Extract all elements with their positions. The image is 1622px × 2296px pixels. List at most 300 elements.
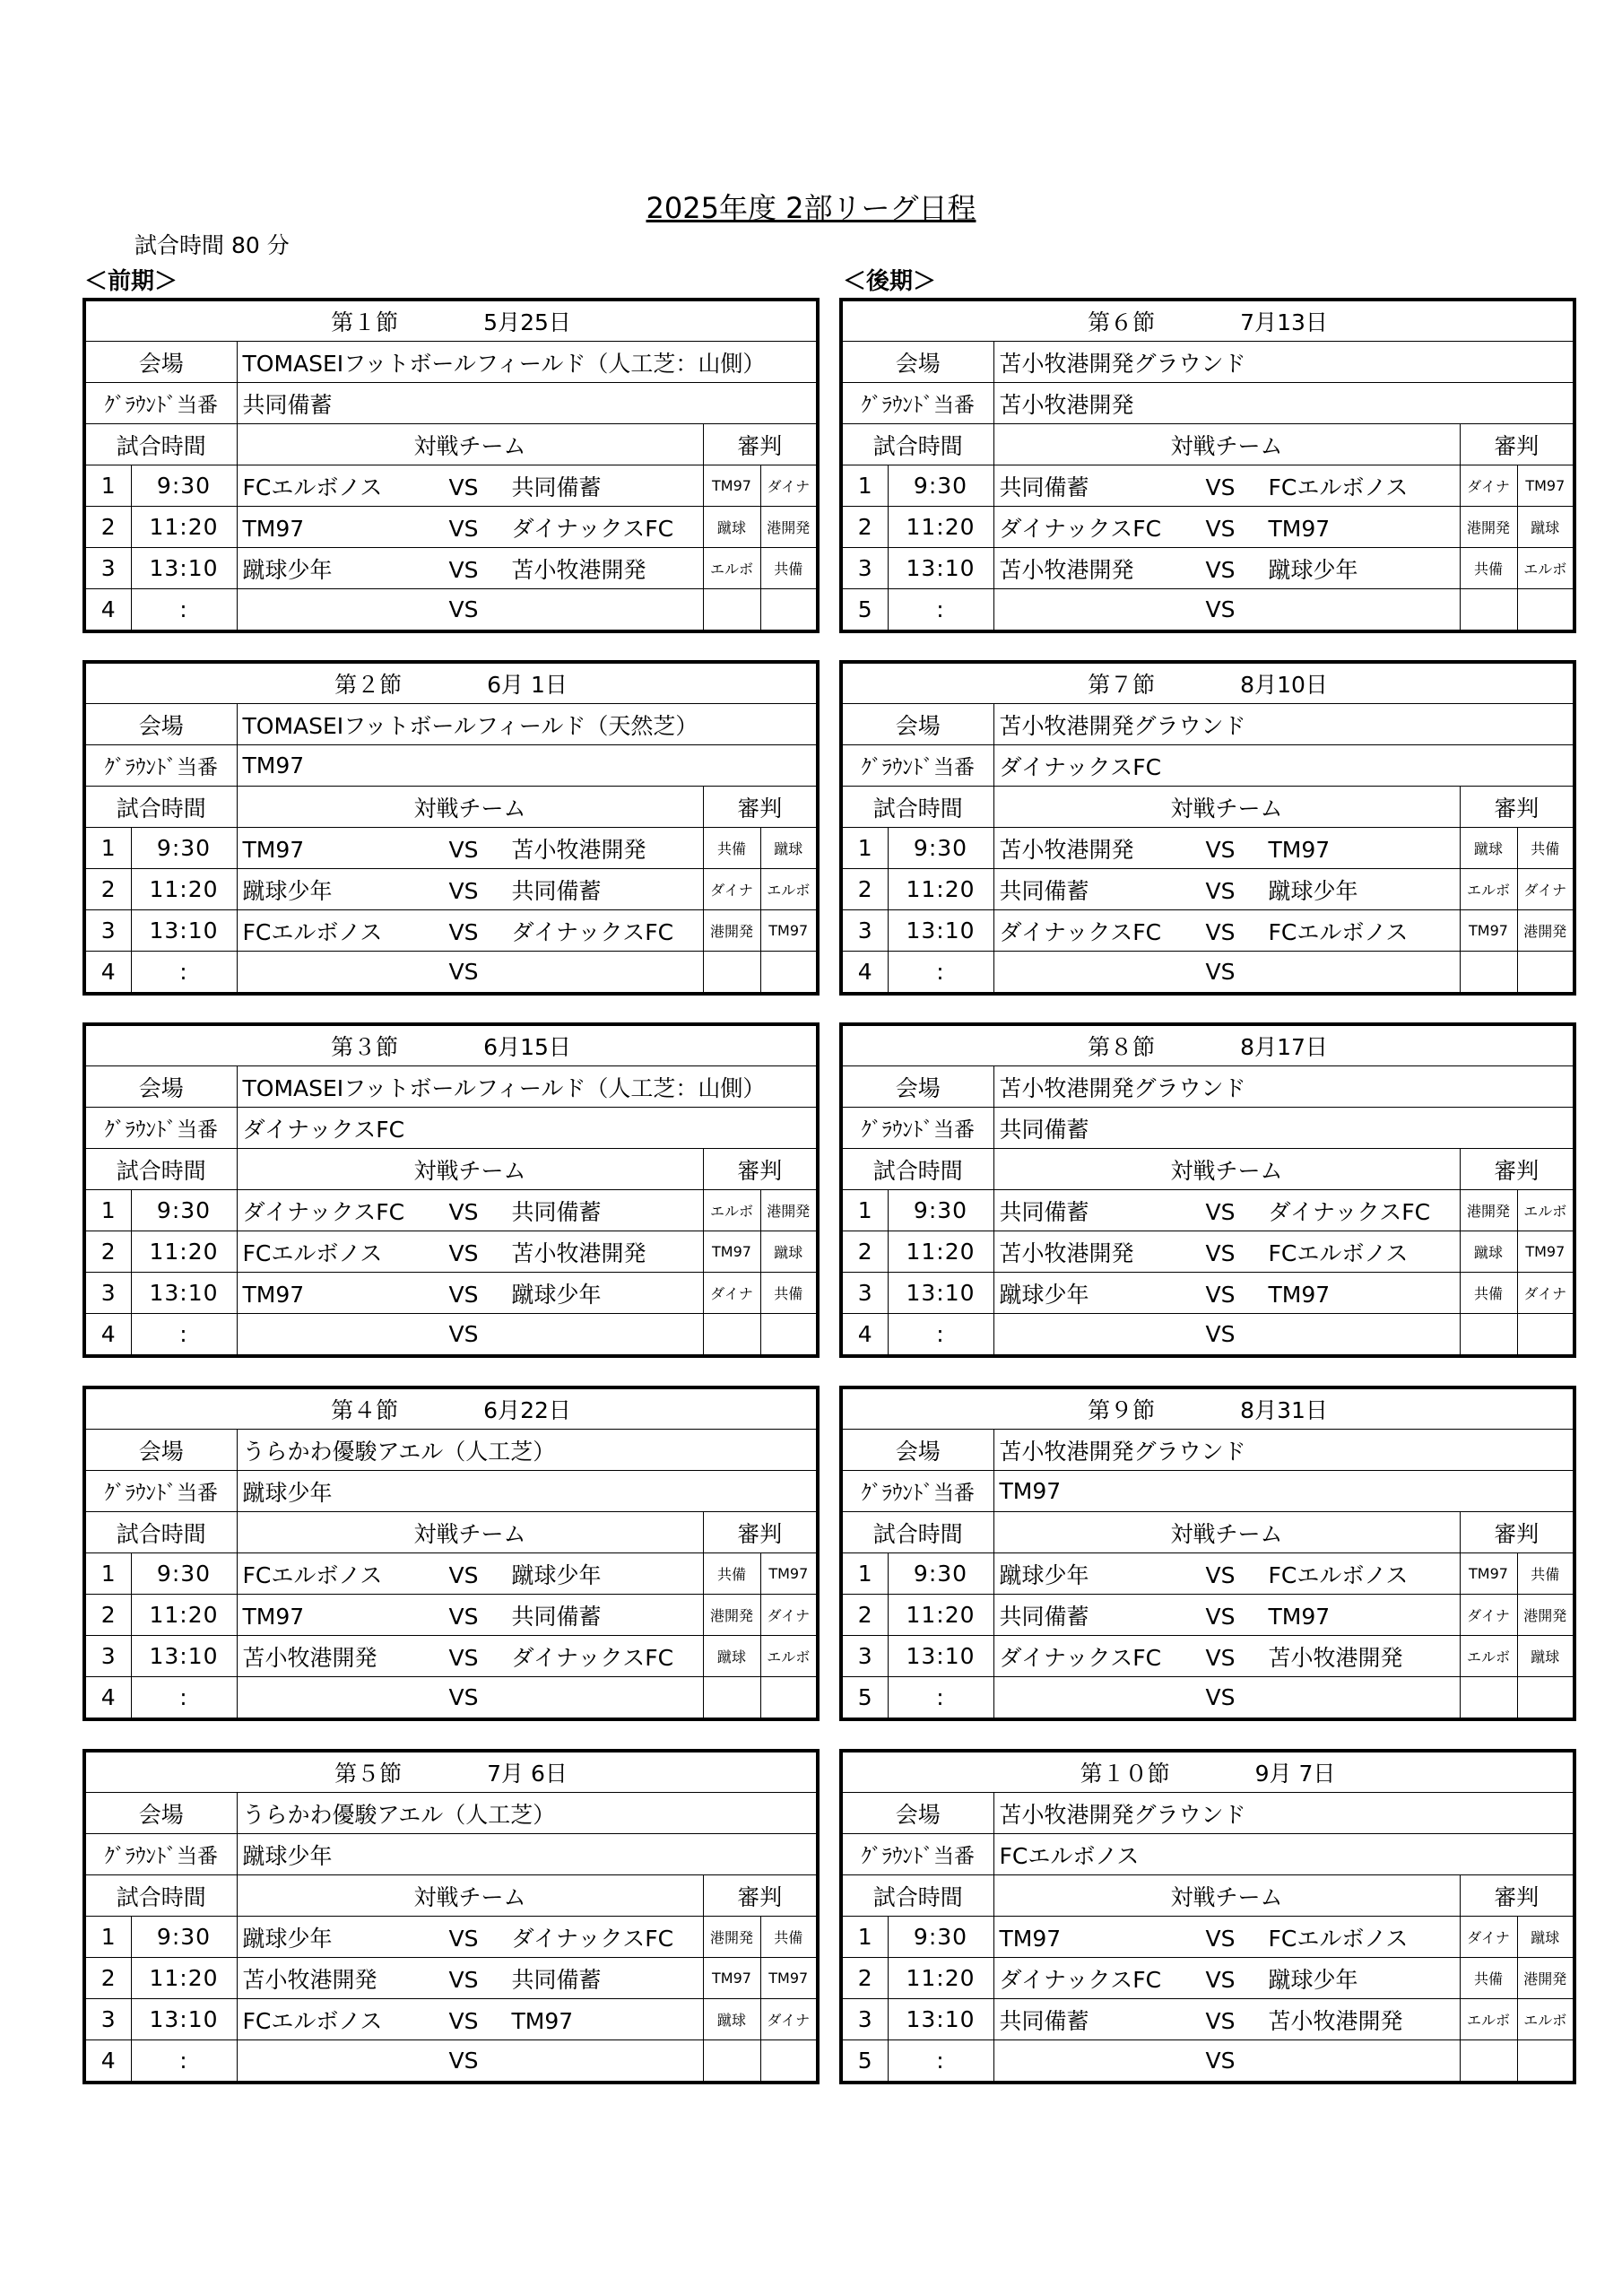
column-header-row	[841, 424, 1574, 465]
round-table	[839, 298, 1576, 633]
vs-label: VS	[1205, 1684, 1236, 1710]
match-row	[841, 952, 1574, 995]
vs-label: VS	[448, 918, 479, 945]
column-header-row	[841, 1875, 1574, 1917]
referee-2: TM97	[760, 1958, 818, 1999]
match-row	[84, 1190, 818, 1231]
referee-1: エルボ	[1460, 1999, 1517, 2040]
ground-duty-row	[84, 1108, 818, 1149]
match-number: 3	[84, 548, 131, 589]
ground-duty-row	[841, 1108, 1574, 1149]
teams-header: 対戦チーム	[993, 1512, 1460, 1553]
vs-label: VS	[1205, 1198, 1236, 1225]
ground-duty-label: ｸﾞﾗｳﾝﾄﾞ当番	[84, 745, 237, 787]
venue-row	[84, 704, 818, 745]
round-header-row	[84, 300, 818, 342]
column-header-row	[84, 1149, 818, 1190]
away-team: 共同備蓄	[511, 1603, 602, 1630]
vs-label: VS	[448, 877, 479, 904]
referee-2	[760, 589, 818, 632]
away-team: 共同備蓄	[511, 1966, 602, 1993]
ground-duty-row	[841, 383, 1574, 424]
match-row	[841, 1917, 1574, 1958]
kickoff-time: 13:10	[131, 1273, 237, 1314]
ground-duty-value: 苫小牧港開発	[993, 383, 1574, 424]
venue-label: 会場	[84, 1793, 237, 1834]
match-teams	[993, 1958, 1460, 1999]
round-table	[82, 1022, 820, 1358]
referee-2: 蹴球	[760, 1231, 818, 1273]
round-date: 8月10日	[1240, 672, 1328, 698]
round-date: 8月31日	[1240, 1397, 1328, 1423]
referee-1: ダイナ	[703, 1273, 760, 1314]
match-number: 3	[84, 1999, 131, 2040]
home-team: 共同備蓄	[999, 877, 1089, 904]
round-table	[839, 1749, 1576, 2084]
match-teams	[237, 1231, 703, 1273]
home-team: 苫小牧港開発	[242, 1644, 377, 1671]
away-team: 苫小牧港開発	[1268, 1644, 1403, 1671]
match-number: 3	[841, 1273, 888, 1314]
kickoff-time: 11:20	[131, 507, 237, 548]
kickoff-time: 9:30	[131, 1553, 237, 1595]
kickoff-time: 9:30	[888, 1917, 993, 1958]
referee-1: ダイナ	[1460, 1595, 1517, 1636]
match-teams	[993, 1999, 1460, 2040]
home-team: 共同備蓄	[999, 474, 1089, 500]
ground-duty-label: ｸﾞﾗｳﾝﾄﾞ当番	[841, 383, 993, 424]
match-row	[841, 465, 1574, 507]
match-number: 5	[841, 2040, 888, 2083]
referee-header: 審判	[1460, 1512, 1574, 1553]
referee-2	[760, 1314, 818, 1357]
match-row	[84, 828, 818, 869]
venue-value: うらかわ優駿アエル（人工芝）	[237, 1793, 818, 1834]
ground-duty-row	[84, 383, 818, 424]
venue-row	[841, 1793, 1574, 1834]
referee-header: 審判	[703, 1149, 818, 1190]
referee-1: ダイナ	[1460, 465, 1517, 507]
vs-label: VS	[1205, 556, 1236, 583]
referee-header: 審判	[703, 1875, 818, 1917]
venue-value: うらかわ優駿アエル（人工芝）	[237, 1430, 818, 1471]
referee-1: 蹴球	[1460, 828, 1517, 869]
vs-label: VS	[448, 1603, 479, 1630]
venue-value: TOMASEIフットボールフィールド（人工芝：山側）	[237, 1066, 818, 1108]
referee-2: ダイナ	[1517, 1273, 1574, 1314]
match-teams	[993, 1553, 1460, 1595]
match-number: 1	[841, 465, 888, 507]
column-header-row	[84, 1875, 818, 1917]
home-team: FCエルボノス	[242, 2007, 383, 2034]
match-teams	[237, 589, 703, 632]
kickoff-time: 13:10	[131, 1999, 237, 2040]
referee-1: 共備	[1460, 1958, 1517, 1999]
column-header-row	[84, 424, 818, 465]
match-teams	[993, 548, 1460, 589]
referee-2: 港開発	[1517, 1595, 1574, 1636]
venue-value: 苫小牧港開発グラウンド	[993, 342, 1574, 383]
vs-label: VS	[448, 1239, 479, 1266]
match-number: 2	[841, 507, 888, 548]
match-number: 1	[84, 465, 131, 507]
kickoff-time: 9:30	[131, 1190, 237, 1231]
vs-label: VS	[1205, 1603, 1236, 1630]
match-row	[841, 1677, 1574, 1720]
vs-label: VS	[1205, 515, 1236, 542]
vs-label: VS	[1205, 2048, 1236, 2074]
referee-2: エルボ	[1517, 1190, 1574, 1231]
match-teams	[237, 1553, 703, 1595]
kickoff-time: 9:30	[888, 1553, 993, 1595]
ground-duty-value: TM97	[237, 745, 818, 787]
teams-header: 対戦チーム	[993, 787, 1460, 828]
referee-1: 蹴球	[1460, 1231, 1517, 1273]
match-teams	[237, 548, 703, 589]
kickoff-time: 11:20	[888, 1231, 993, 1273]
match-teams	[237, 1999, 703, 2040]
match-number: 3	[841, 548, 888, 589]
vs-label: VS	[1205, 1281, 1236, 1308]
kickoff-time: 11:20	[131, 1231, 237, 1273]
match-row	[84, 1231, 818, 1273]
referee-2	[1517, 952, 1574, 995]
venue-label: 会場	[841, 342, 993, 383]
referee-1: エルボ	[703, 548, 760, 589]
round-number: 第２節	[334, 672, 403, 698]
vs-label: VS	[448, 515, 479, 542]
referee-1	[1460, 1677, 1517, 1720]
referee-1: TM97	[1460, 910, 1517, 952]
match-teams	[237, 1314, 703, 1357]
kickoff-time: 9:30	[888, 1190, 993, 1231]
away-team: 共同備蓄	[511, 1198, 602, 1225]
round-header	[84, 300, 818, 342]
referee-1	[1460, 2040, 1517, 2083]
referee-2: ダイナ	[1517, 869, 1574, 910]
away-team: FCエルボノス	[1268, 918, 1409, 945]
kickoff-time: 9:30	[131, 465, 237, 507]
away-team: ダイナックスFC	[511, 918, 674, 945]
ground-duty-label: ｸﾞﾗｳﾝﾄﾞ当番	[84, 1471, 237, 1512]
match-row	[841, 1595, 1574, 1636]
kickoff-time: :	[888, 952, 993, 995]
home-team: 蹴球少年	[242, 556, 333, 583]
kickoff-time: 13:10	[888, 1273, 993, 1314]
referee-2: 港開発	[760, 507, 818, 548]
page-title-text: 2025年度 2部リーグ日程	[646, 191, 976, 225]
home-team: TM97	[242, 1603, 305, 1630]
venue-row	[84, 1066, 818, 1108]
home-team: 苫小牧港開発	[242, 1966, 377, 1993]
match-teams	[237, 507, 703, 548]
round-number: 第３節	[331, 1034, 399, 1060]
venue-row	[841, 342, 1574, 383]
vs-label: VS	[448, 2048, 479, 2074]
referee-1	[703, 589, 760, 632]
match-number: 3	[841, 910, 888, 952]
ground-duty-row	[84, 1834, 818, 1875]
match-row	[84, 1273, 818, 1314]
kickoff-time: 13:10	[888, 1636, 993, 1677]
match-teams	[993, 2040, 1460, 2083]
match-teams	[237, 952, 703, 995]
round-header-row	[84, 1387, 818, 1430]
venue-row	[84, 1793, 818, 1834]
kickoff-time: 13:10	[131, 548, 237, 589]
referee-2: 蹴球	[1517, 507, 1574, 548]
referee-2: ダイナ	[760, 1595, 818, 1636]
kickoff-time: 11:20	[131, 1595, 237, 1636]
vs-label: VS	[1205, 1644, 1236, 1671]
referee-2: 港開発	[1517, 1958, 1574, 1999]
match-teams	[237, 828, 703, 869]
home-team: ダイナックスFC	[999, 918, 1162, 945]
match-number: 3	[84, 910, 131, 952]
match-row	[84, 465, 818, 507]
match-number: 2	[84, 507, 131, 548]
match-number: 4	[841, 952, 888, 995]
venue-label: 会場	[841, 1793, 993, 1834]
referee-1: 港開発	[1460, 1190, 1517, 1231]
match-teams	[993, 828, 1460, 869]
round-date: 5月25日	[483, 309, 571, 335]
match-teams	[237, 910, 703, 952]
kickoff-time: 9:30	[131, 1917, 237, 1958]
teams-header: 対戦チーム	[237, 424, 703, 465]
away-team: 蹴球少年	[511, 1561, 602, 1588]
kickoff-time: 11:20	[888, 869, 993, 910]
round-header-row	[841, 662, 1574, 704]
teams-header: 対戦チーム	[993, 424, 1460, 465]
ground-duty-value: 蹴球少年	[237, 1471, 818, 1512]
round-table	[82, 298, 820, 633]
match-number: 2	[84, 1231, 131, 1273]
match-number: 2	[84, 1958, 131, 1999]
round-header-row	[841, 1387, 1574, 1430]
vs-label: VS	[1205, 1321, 1236, 1347]
match-teams	[237, 465, 703, 507]
teams-header: 対戦チーム	[237, 1149, 703, 1190]
match-number: 4	[84, 1314, 131, 1357]
referee-1: 蹴球	[703, 507, 760, 548]
ground-duty-value: 共同備蓄	[993, 1108, 1574, 1149]
match-time-header: 試合時間	[841, 1149, 993, 1190]
round-number: 第８節	[1088, 1034, 1156, 1060]
ground-duty-row	[841, 745, 1574, 787]
away-team: ダイナックスFC	[511, 515, 674, 542]
referee-1: 共備	[1460, 548, 1517, 589]
referee-2: 港開発	[760, 1190, 818, 1231]
round-date: 6月15日	[483, 1034, 571, 1060]
kickoff-time: 9:30	[888, 828, 993, 869]
column-header-row	[84, 787, 818, 828]
referee-1: 蹴球	[703, 1999, 760, 2040]
away-team: TM97	[1268, 1603, 1331, 1630]
match-row	[841, 1190, 1574, 1231]
kickoff-time: 11:20	[888, 507, 993, 548]
round-table	[839, 660, 1576, 996]
referee-2: エルボ	[1517, 1999, 1574, 2040]
referee-2	[760, 952, 818, 995]
vs-label: VS	[448, 836, 479, 863]
match-row	[841, 1999, 1574, 2040]
home-team: 苫小牧港開発	[999, 556, 1134, 583]
referee-2	[760, 1677, 818, 1720]
vs-label: VS	[448, 1281, 479, 1308]
referee-1: ダイナ	[1460, 1917, 1517, 1958]
venue-row	[841, 704, 1574, 745]
match-teams	[993, 1677, 1460, 1720]
away-team: TM97	[1268, 515, 1331, 542]
vs-label: VS	[448, 1644, 479, 1671]
match-row	[841, 828, 1574, 869]
referee-header: 審判	[1460, 424, 1574, 465]
round-header	[84, 1751, 818, 1793]
away-team: 蹴球少年	[1268, 877, 1358, 904]
kickoff-time: 11:20	[131, 869, 237, 910]
away-team: ダイナックスFC	[511, 1925, 674, 1952]
match-teams	[993, 465, 1460, 507]
match-teams	[993, 1314, 1460, 1357]
match-row	[84, 1958, 818, 1999]
match-number: 5	[841, 1677, 888, 1720]
match-time-header: 試合時間	[841, 1512, 993, 1553]
referee-2: 港開発	[1517, 910, 1574, 952]
match-teams	[237, 2040, 703, 2083]
match-row	[84, 1553, 818, 1595]
round-header-row	[84, 662, 818, 704]
referee-2: 蹴球	[1517, 1636, 1574, 1677]
round-number: 第４節	[331, 1397, 399, 1423]
ground-duty-label: ｸﾞﾗｳﾝﾄﾞ当番	[841, 1834, 993, 1875]
round-date: 8月17日	[1240, 1034, 1328, 1060]
teams-header: 対戦チーム	[237, 1875, 703, 1917]
vs-label: VS	[1205, 1966, 1236, 1993]
referee-1: 港開発	[703, 1595, 760, 1636]
match-number: 5	[841, 589, 888, 632]
match-row	[84, 1314, 818, 1357]
kickoff-time: :	[888, 1677, 993, 1720]
vs-label: VS	[1205, 959, 1236, 985]
away-team: 蹴球少年	[511, 1281, 602, 1308]
round-number: 第１節	[331, 309, 399, 335]
round-header	[841, 1751, 1574, 1793]
referee-2: 共備	[1517, 1553, 1574, 1595]
venue-row	[841, 1430, 1574, 1471]
match-number: 3	[84, 1273, 131, 1314]
home-team: TM97	[242, 836, 305, 863]
kickoff-time: 13:10	[888, 1999, 993, 2040]
ground-duty-label: ｸﾞﾗｳﾝﾄﾞ当番	[84, 1834, 237, 1875]
referee-2: 共備	[760, 1273, 818, 1314]
round-number: 第６節	[1088, 309, 1156, 335]
match-teams	[237, 1917, 703, 1958]
referee-1: TM97	[703, 1231, 760, 1273]
match-number: 1	[84, 1917, 131, 1958]
teams-header: 対戦チーム	[993, 1149, 1460, 1190]
venue-row	[841, 1066, 1574, 1108]
match-number: 1	[841, 1917, 888, 1958]
match-time-header: 試合時間	[84, 1149, 237, 1190]
ground-duty-row	[841, 1834, 1574, 1875]
referee-1: 港開発	[703, 910, 760, 952]
vs-label: VS	[448, 1684, 479, 1710]
kickoff-time: :	[131, 1677, 237, 1720]
away-team: 苫小牧港開発	[1268, 2007, 1403, 2034]
referee-2: エルボ	[760, 1636, 818, 1677]
match-number: 2	[841, 1595, 888, 1636]
venue-label: 会場	[841, 1066, 993, 1108]
match-teams	[237, 1190, 703, 1231]
ground-duty-label: ｸﾞﾗｳﾝﾄﾞ当番	[84, 383, 237, 424]
referee-1	[703, 1314, 760, 1357]
match-row	[841, 1636, 1574, 1677]
home-team: TM97	[999, 1925, 1062, 1952]
referee-1: 共備	[703, 828, 760, 869]
referee-2	[1517, 1314, 1574, 1357]
teams-header: 対戦チーム	[237, 1512, 703, 1553]
home-team: 蹴球少年	[242, 1925, 333, 1952]
match-time-header: 試合時間	[84, 1512, 237, 1553]
kickoff-time: :	[131, 1314, 237, 1357]
round-date: 6月22日	[483, 1397, 571, 1423]
referee-1: 共備	[703, 1553, 760, 1595]
kickoff-time: 13:10	[131, 1636, 237, 1677]
referee-1: 港開発	[703, 1917, 760, 1958]
match-row	[84, 1999, 818, 2040]
match-row	[841, 1231, 1574, 1273]
referee-header: 審判	[1460, 1875, 1574, 1917]
home-team: ダイナックスFC	[999, 515, 1162, 542]
referee-1: TM97	[703, 465, 760, 507]
vs-label: VS	[448, 1198, 479, 1225]
venue-label: 会場	[84, 342, 237, 383]
ground-duty-label: ｸﾞﾗｳﾝﾄﾞ当番	[841, 1108, 993, 1149]
match-row	[84, 910, 818, 952]
ground-duty-value: FCエルボノス	[993, 1834, 1574, 1875]
round-header	[841, 300, 1574, 342]
vs-label: VS	[448, 1561, 479, 1588]
match-number: 4	[84, 952, 131, 995]
round-header	[841, 662, 1574, 704]
match-teams	[237, 1677, 703, 1720]
referee-2: TM97	[1517, 1231, 1574, 1273]
referee-header: 審判	[703, 424, 818, 465]
match-row	[84, 1636, 818, 1677]
venue-value: TOMASEIフットボールフィールド（人工芝：山側）	[237, 342, 818, 383]
venue-label: 会場	[841, 1430, 993, 1471]
venue-value: 苫小牧港開発グラウンド	[993, 1430, 1574, 1471]
home-team: TM97	[242, 515, 305, 542]
ground-duty-label: ｸﾞﾗｳﾝﾄﾞ当番	[84, 1108, 237, 1149]
referee-1: TM97	[1460, 1553, 1517, 1595]
match-teams	[237, 1595, 703, 1636]
venue-row	[84, 1430, 818, 1471]
kickoff-time: 13:10	[888, 548, 993, 589]
match-teams	[993, 1917, 1460, 1958]
venue-value: 苫小牧港開発グラウンド	[993, 1793, 1574, 1834]
match-row	[841, 869, 1574, 910]
round-header	[841, 1387, 1574, 1430]
vs-label: VS	[448, 1966, 479, 1993]
match-row	[841, 910, 1574, 952]
ground-duty-value: 蹴球少年	[237, 1834, 818, 1875]
match-number: 1	[841, 828, 888, 869]
referee-1: ダイナ	[703, 869, 760, 910]
venue-label: 会場	[841, 704, 993, 745]
match-row	[841, 507, 1574, 548]
